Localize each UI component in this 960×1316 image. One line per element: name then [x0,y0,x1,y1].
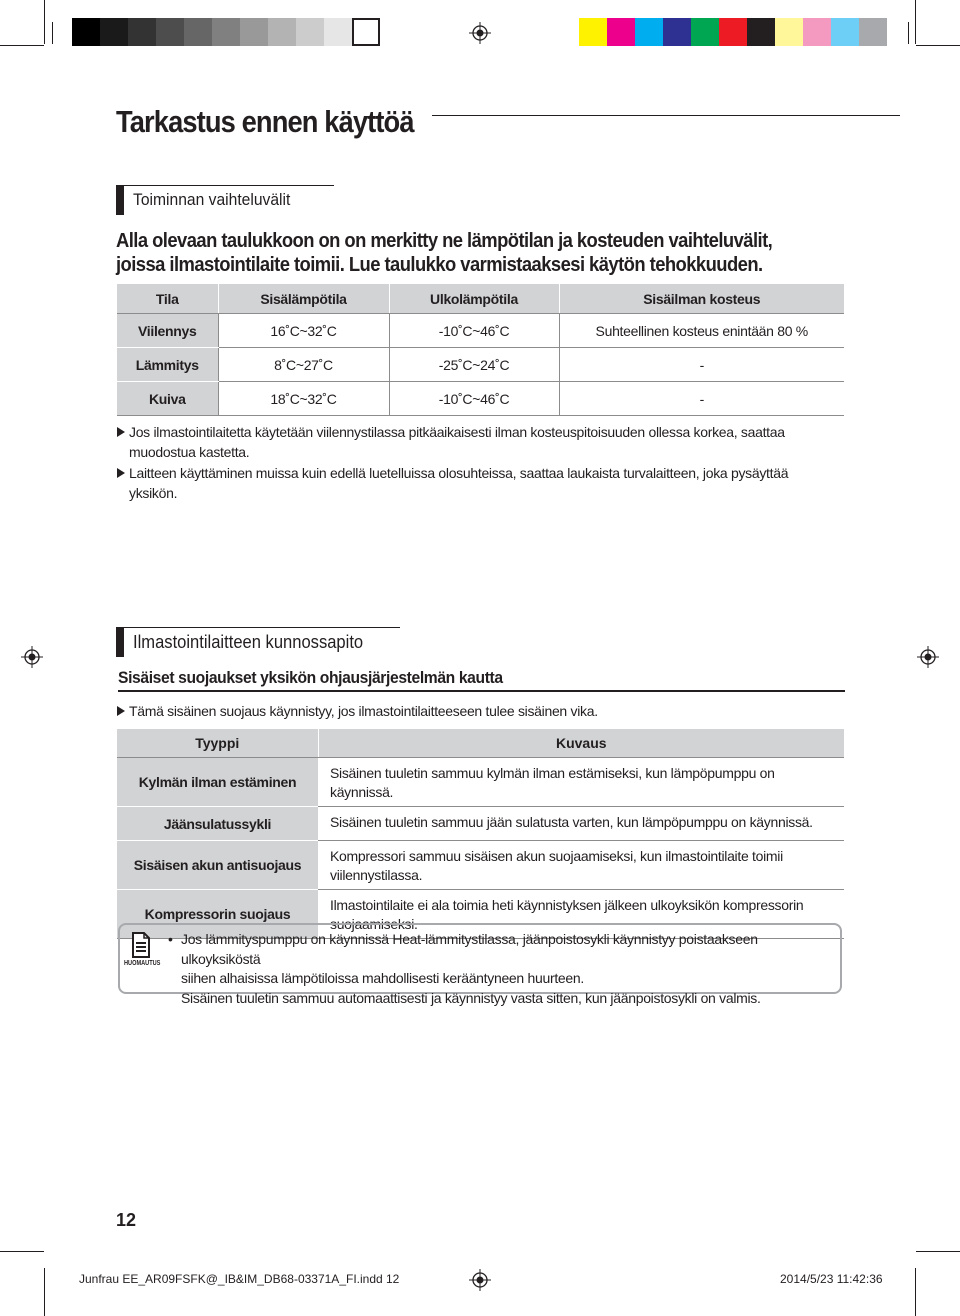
page-title: Tarkastus ennen käyttöä [116,104,414,139]
crop-line [916,1251,960,1252]
crop-line [44,0,45,44]
footer-filename: Junfrau EE_AR09FSFK@_IB&IM_DB68-03371A_FI.indd 12 [79,1272,400,1286]
column-header: Tila [117,284,218,314]
section-marker [116,185,124,215]
page-number: 12 [116,1210,137,1230]
crop-line [44,1268,45,1316]
table-cell: 16˚C~32˚C [218,314,389,348]
notice-line: Sisäinen tuuletin sammuu automaattisesti ja käynnistyy vasta sitten, kun jäänpoistosykli on valmis. [181,989,761,1006]
footer-timestamp: 2014/5/23 11:42:36 [780,1272,883,1286]
table-cell: 18˚C~32˚C [218,382,389,416]
color-swatch [72,18,100,46]
color-swatch [184,18,212,46]
crop-line [52,22,53,44]
mode-cell: Kuiva [117,382,218,416]
color-swatch [831,18,859,46]
table-cell: - [559,348,844,382]
notice-label: HUOMAUTUS [124,960,161,967]
color-swatch [859,18,887,46]
notice-line: Jos lämmityspumppu on käynnissä Heat-lämmitystilassa, jäänpoistosykli käynnistyy poistaakseen ulkoyksiköstä [181,931,758,967]
mode-cell: Lämmitys [117,348,218,382]
table-row [117,348,844,382]
intro-text: Alla olevaan taulukkoon on on merkitty ne lämpötilan ja kosteuden vaihteluvälit, joissa ilmastointilaite toimii. Lue taulukko varmistaaksesi käytön tehokkuuden. [116,230,773,276]
color-swatch [803,18,831,46]
type-cell: Kylmän ilman estäminen [117,758,318,807]
notice-line: siihen alhaisissa lämpötiloissa mahdollisesti kerääntyneen huurteen. [181,970,584,986]
color-swatch [352,18,380,46]
registration-mark-icon [469,22,491,44]
description-cell: Ilmastointilaite ei ala toimia heti käynnistyksen jälkeen ulkoyksikön kompressorin suojaamiseksi. [318,890,844,939]
color-swatch [635,18,663,46]
description-cell: Sisäinen tuuletin sammuu jään sulatusta varten, kun lämpöpumppu on käynnissä. [318,807,844,841]
crop-line [0,45,44,46]
section-heading-text: Ilmastointilaitteen kunnossapito [133,632,364,652]
type-cell: Jäänsulatussykli [117,807,318,841]
notice-text [168,930,828,1008]
color-swatch [324,18,352,46]
column-header: Kuvaus [318,729,844,758]
crop-line [915,0,916,44]
table-cell: -25˚C~24˚C [389,348,559,382]
table-header-row [117,729,844,758]
section-marker [116,627,124,657]
subheading: Sisäiset suojaukset yksikön ohjausjärjestelmän kautta [118,668,503,687]
crop-line [916,45,960,46]
notice-document-icon [130,932,152,958]
note-text: Laitteen käyttäminen muissa kuin edellä luetelluissa olosuhteissa, saattaa laukaista turvalaitteen, joka pysäyttää yksikön. [129,465,789,501]
table-row [117,382,844,416]
subheading-rule [118,690,845,692]
color-swatch [719,18,747,46]
table-row [117,807,844,841]
crop-line [908,22,909,44]
crop-line [0,1251,44,1252]
color-swatch [212,18,240,46]
type-cell: Sisäisen akun antisuojaus [117,841,318,890]
color-swatch [156,18,184,46]
operating-range-table [117,284,844,416]
triangle-bullet-icon [117,706,125,716]
column-header: Sisäilman kosteus [559,284,844,314]
note-text: Tämä sisäinen suojaus käynnistyy, jos ilmastointilaitteeseen tulee sisäinen vika. [129,703,598,719]
table-cell: Suhteellinen kosteus enintään 80 % [559,314,844,348]
note-item [117,463,837,503]
registration-mark-icon [21,646,43,668]
section-rule [124,185,334,186]
table-cell: -10˚C~46˚C [389,382,559,416]
color-swatch [268,18,296,46]
color-swatch [100,18,128,46]
table-cell: -10˚C~46˚C [389,314,559,348]
bullet-icon: • [168,931,173,947]
color-swatch [607,18,635,46]
description-cell: Kompressori sammuu sisäisen akun suojaamiseksi, kun ilmastointilaite toimii viilennystilassa. [318,841,844,890]
color-swatch [663,18,691,46]
table-row [117,758,844,807]
column-header: Ulkolämpötila [389,284,559,314]
type-cell: Kompressorin suojaus [117,890,318,939]
registration-mark-icon [469,1269,491,1291]
color-swatch [240,18,268,46]
table-row [117,841,844,890]
title-rule [432,115,900,116]
section-rule [124,627,400,628]
triangle-bullet-icon [117,468,125,478]
note-item [117,701,837,721]
section-heading [116,185,334,215]
note-text: Jos ilmastointilaitetta käytetään viilennystilassa pitkäaikaisesti ilman kosteuspitoisuuden ollessa korkea, saattaa muodostua kastetta. [129,424,785,460]
table-row [117,314,844,348]
color-swatch [775,18,803,46]
column-header: Tyyppi [117,729,318,758]
section-heading [116,627,400,657]
color-swatch [579,18,607,46]
table-header-row [117,284,844,314]
column-header: Sisälämpötila [218,284,389,314]
crop-line [915,1268,916,1316]
mode-cell: Viilennys [117,314,218,348]
table-cell: 8˚C~27˚C [218,348,389,382]
section-heading-text: Toiminnan vaihteluvälit [133,190,291,209]
description-cell: Sisäinen tuuletin sammuu kylmän ilman estämiseksi, kun lämpöpumppu on käynnissä. [318,758,844,807]
color-swatch [296,18,324,46]
note-item [117,422,837,462]
registration-mark-icon [917,646,939,668]
color-swatch [128,18,156,46]
color-swatch [691,18,719,46]
color-swatch [747,18,775,46]
table-cell: - [559,382,844,416]
triangle-bullet-icon [117,427,125,437]
protection-table [117,729,844,939]
